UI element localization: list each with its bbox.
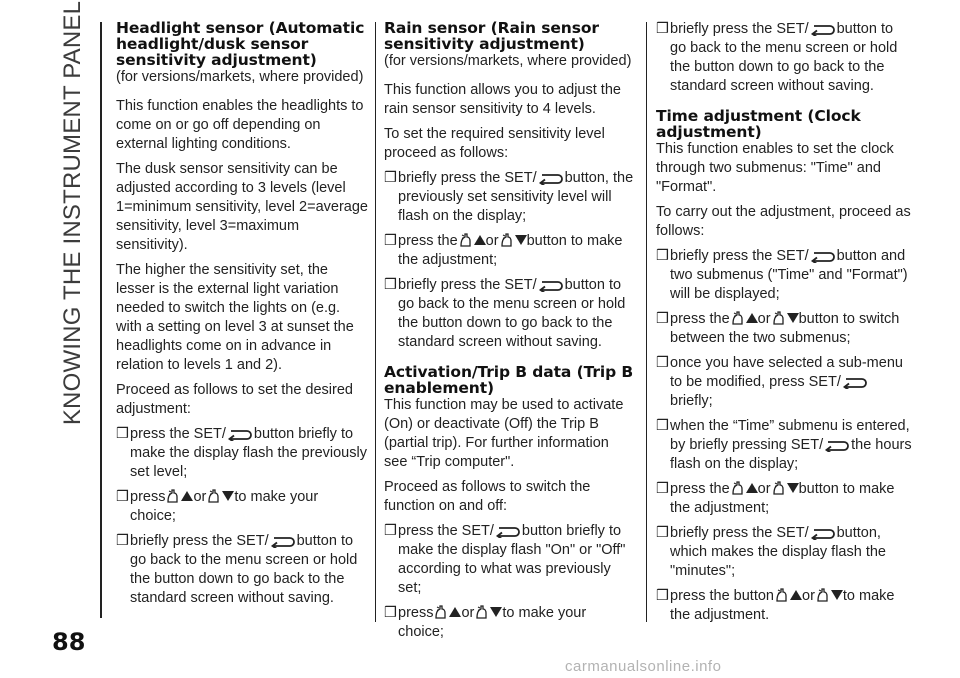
checkbox-bullet-icon: ❒ bbox=[656, 248, 669, 264]
list-item: ❒ briefly press the SET/ button and two submenus ("Time" and "Format") will be displayed; bbox=[656, 248, 908, 302]
list-item: ❒ press or to make your choice; bbox=[384, 605, 587, 640]
availability-note: (for versions/markets, where provided) bbox=[116, 69, 364, 85]
list-item: ❒ press the or button to make the adjustment; bbox=[384, 233, 623, 268]
paragraph: This function may be used to activate (On) or deactivate (Off) the Trip B (partial trip). For further information see “Trip computer". bbox=[384, 397, 624, 470]
list-item: ❒ press or to make your choice; bbox=[116, 489, 319, 524]
lever-down-icon bbox=[771, 310, 799, 326]
paragraph: Proceed as follows to set the desired adjustment: bbox=[116, 382, 353, 417]
set-return-icon bbox=[495, 526, 521, 538]
paragraph: The dusk sensor sensitivity can be adjusted according to 3 levels (level 1=minimum sensitivity, level 2=average sensitivity, level 3=maximum sensitivity). bbox=[116, 161, 368, 253]
paragraph: The higher the sensitivity set, the lesser is the external light variation needed to switch the lights on (e.g. with a setting on level 3 at sunset the headlights come on in advance in relation to levels 1 and 2). bbox=[116, 262, 354, 373]
checkbox-bullet-icon: ❒ bbox=[656, 355, 669, 371]
paragraph: To carry out the adjustment, proceed as follows: bbox=[656, 204, 911, 239]
paragraph: Proceed as follows to switch the function on and off: bbox=[384, 479, 591, 514]
list-item: ❒ press the or button to make the adjustment; bbox=[656, 481, 895, 516]
side-title-text: KNOWING THE INSTRUMENT PANEL bbox=[59, 0, 86, 425]
checkbox-bullet-icon: ❒ bbox=[384, 605, 397, 621]
column-3 bbox=[656, 20, 912, 631]
column-divider bbox=[375, 22, 376, 622]
lever-up-icon bbox=[730, 480, 758, 496]
column-1 bbox=[116, 20, 368, 614]
paragraph: This function allows you to adjust the rain sensor sensitivity to 4 levels. bbox=[384, 82, 621, 117]
paragraph: This function enables the headlights to come on or go off depending on external lighting conditions. bbox=[116, 98, 364, 152]
lever-down-icon bbox=[206, 488, 234, 504]
side-divider bbox=[100, 22, 102, 618]
list-item: ❒ press the SET/ button briefly to make the display flash the previously set level; bbox=[116, 426, 367, 480]
lever-up-icon bbox=[730, 310, 758, 326]
list-item: ❒ when the “Time” submenu is entered, by briefly pressing SET/ the hours flash on the display; bbox=[656, 418, 912, 472]
set-return-icon bbox=[824, 440, 850, 452]
trip-b-heading: Activation/Trip B data (Trip B enablement) bbox=[384, 363, 634, 397]
headlight-sensor-heading: Headlight sensor (Automatic headlight/dusk sensor sensitivity adjustment) bbox=[116, 19, 365, 69]
checkbox-bullet-icon: ❒ bbox=[656, 21, 669, 37]
checkbox-bullet-icon: ❒ bbox=[384, 277, 397, 293]
checkbox-bullet-icon: ❒ bbox=[656, 588, 669, 604]
checkbox-bullet-icon: ❒ bbox=[116, 533, 129, 549]
checkbox-bullet-icon: ❒ bbox=[656, 311, 669, 327]
lever-down-icon bbox=[815, 587, 843, 603]
set-return-icon bbox=[227, 429, 253, 441]
set-return-icon bbox=[810, 251, 836, 263]
checkbox-bullet-icon: ❒ bbox=[656, 525, 669, 541]
set-return-icon bbox=[538, 173, 564, 185]
availability-note: (for versions/markets, where provided) bbox=[384, 53, 632, 69]
list-item: ❒ briefly press the SET/ button, the previously set sensitivity level will flash on the display; bbox=[384, 170, 634, 224]
checkbox-bullet-icon: ❒ bbox=[656, 418, 669, 434]
paragraph: To set the required sensitivity level proceed as follows: bbox=[384, 126, 605, 161]
set-return-icon bbox=[270, 536, 296, 548]
lever-up-icon bbox=[458, 232, 486, 248]
set-return-icon bbox=[810, 24, 836, 36]
list-item: ❒ press the or button to switch between the two submenus; bbox=[656, 311, 900, 346]
set-return-icon bbox=[810, 528, 836, 540]
lever-down-icon bbox=[474, 604, 502, 620]
checkbox-bullet-icon: ❒ bbox=[116, 426, 129, 442]
lever-down-icon bbox=[771, 480, 799, 496]
page-number: 88 bbox=[52, 628, 86, 656]
list-item: ❒ briefly press the SET/ button, which makes the display flash the "minutes"; bbox=[656, 525, 886, 579]
lever-up-icon bbox=[433, 604, 461, 620]
checkbox-bullet-icon: ❒ bbox=[384, 233, 397, 249]
set-return-icon bbox=[842, 377, 868, 389]
side-section-title bbox=[58, 0, 88, 425]
column-2 bbox=[384, 20, 636, 648]
time-adjustment-heading: Time adjustment (Clock adjustment) bbox=[656, 107, 861, 141]
lever-up-icon bbox=[165, 488, 193, 504]
set-return-icon bbox=[538, 280, 564, 292]
lever-up-icon bbox=[774, 587, 802, 603]
list-item: ❒ briefly press the SET/ button to go back to the menu screen or hold the button down to go back to the standard screen without saving. bbox=[384, 277, 626, 350]
column-divider bbox=[646, 22, 647, 622]
list-item: ❒ once you have selected a sub-menu to be modified, press SET/ briefly; bbox=[656, 355, 903, 409]
checkbox-bullet-icon: ❒ bbox=[116, 489, 129, 505]
list-item: ❒ briefly press the SET/ button to go back to the menu screen or hold the button down to go back to the standard screen without saving. bbox=[656, 21, 898, 94]
list-item: ❒ press the button or to make the adjustment. bbox=[656, 588, 895, 623]
paragraph: This function enables to set the clock through two submenus: "Time" and "Format". bbox=[656, 141, 894, 195]
checkbox-bullet-icon: ❒ bbox=[384, 170, 397, 186]
checkbox-bullet-icon: ❒ bbox=[656, 481, 669, 497]
list-item: ❒ briefly press the SET/ button to go back to the menu screen or hold the button down to go back to the standard screen without saving. bbox=[116, 533, 358, 606]
list-item: ❒ press the SET/ button briefly to make the display flash "On" or "Off" according to what was previously set; bbox=[384, 523, 626, 596]
checkbox-bullet-icon: ❒ bbox=[384, 523, 397, 539]
watermark-url: carmanualsonline.info bbox=[565, 658, 722, 675]
lever-down-icon bbox=[499, 232, 527, 248]
rain-sensor-heading: Rain sensor (Rain sensor sensitivity adjustment) bbox=[384, 19, 599, 53]
